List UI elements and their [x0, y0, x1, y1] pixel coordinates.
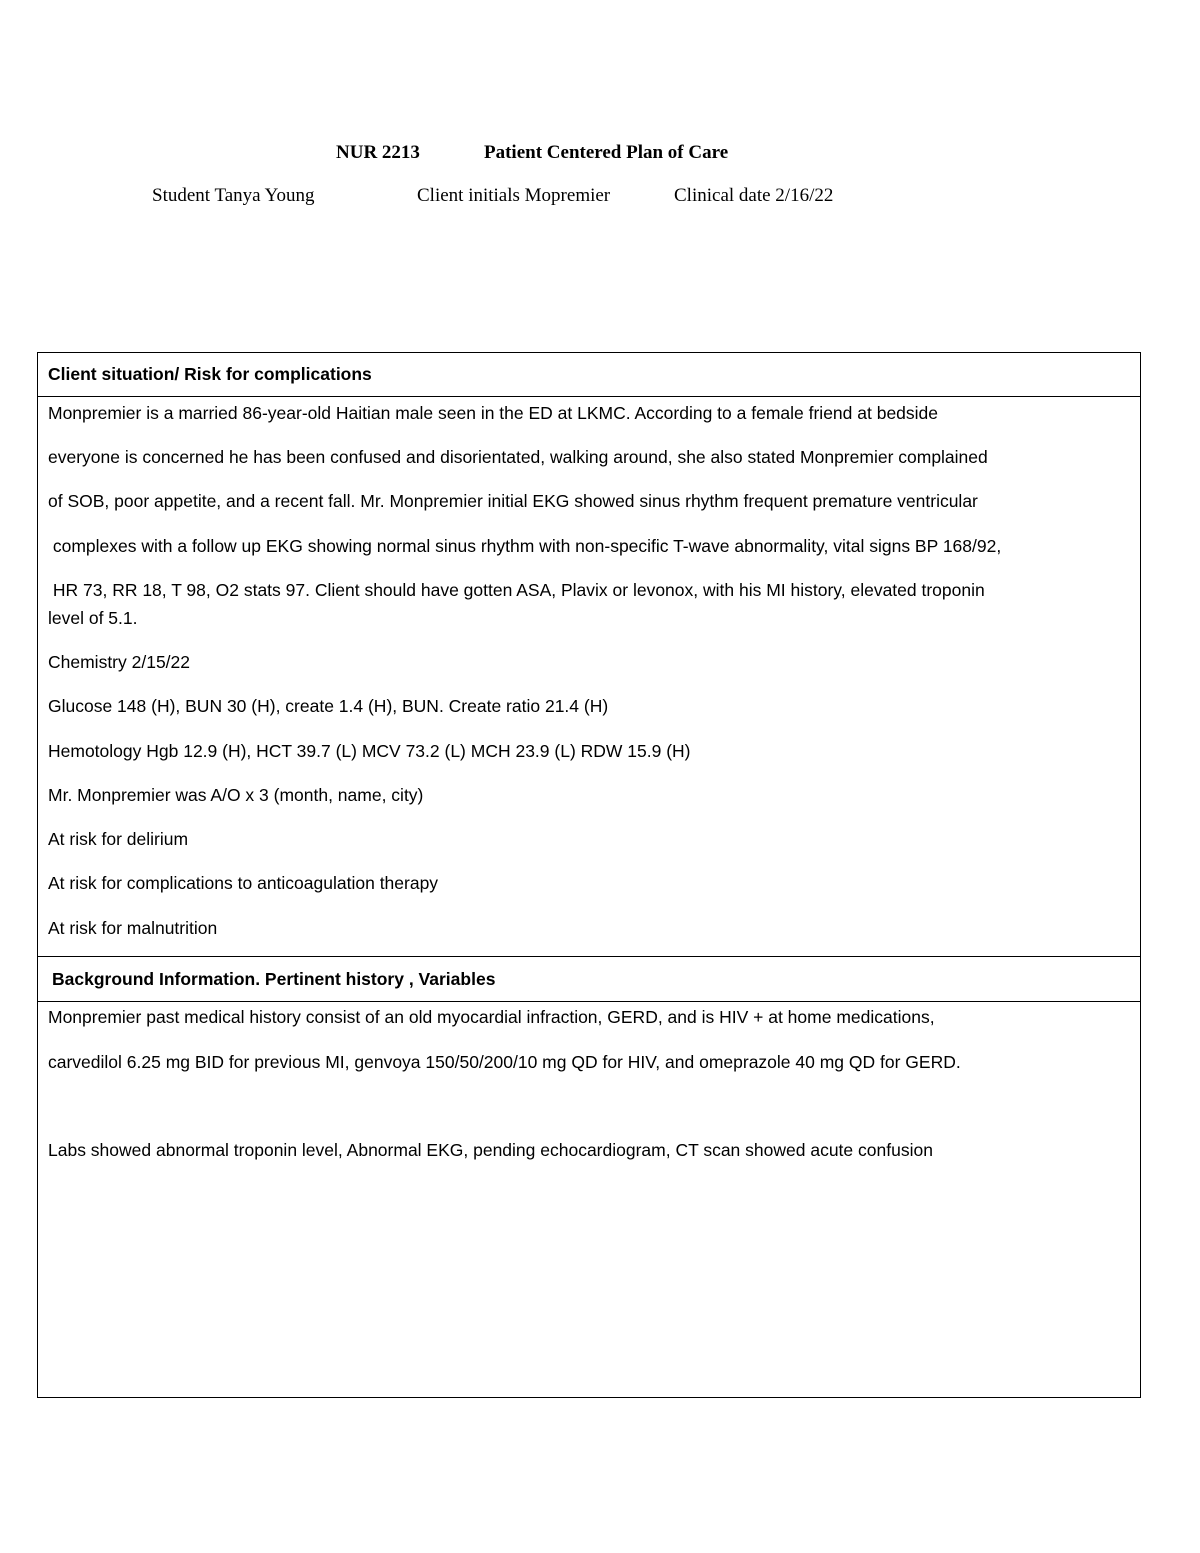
text-line: At risk for complications to anticoagulation therapy — [48, 873, 439, 893]
course-code: NUR 2213 — [336, 142, 420, 163]
text-line: of SOB, poor appetite, and a recent fall. Mr. Monpremier initial EKG showed sinus rhythm frequent premature ventricular — [48, 491, 978, 511]
text-line: Glucose 148 (H), BUN 30 (H), create 1.4 (H), BUN. Create ratio 21.4 (H) — [48, 696, 609, 716]
section-body-background — [38, 1002, 1140, 1161]
section-heading-client-situation: Client situation/ Risk for complications — [38, 353, 1140, 397]
clinical-date: Clinical date 2/16/22 — [674, 185, 834, 206]
text-line: level of 5.1. — [48, 608, 138, 628]
text-line: Hemotology Hgb 12.9 (H), HCT 39.7 (L) MCV 73.2 (L) MCH 23.9 (L) RDW 15.9 (H) — [48, 741, 691, 761]
section-body-client-situation — [38, 397, 1140, 956]
text-line: carvedilol 6.25 mg BID for previous MI, genvoya 150/50/200/10 mg QD for HIV, and omeprazole 40 mg QD for GERD. — [48, 1052, 961, 1072]
text-line: Monpremier is a married 86-year-old Haitian male seen in the ED at LKMC. According to a female friend at bedside — [48, 403, 939, 423]
text-line: Labs showed abnormal troponin level, Abnormal EKG, pending echocardiogram, CT scan showed acute confusion — [48, 1140, 933, 1160]
student-name: Student Tanya Young — [152, 185, 315, 206]
document-title: Patient Centered Plan of Care — [484, 142, 729, 163]
text-line: Chemistry 2/15/22 — [48, 652, 191, 672]
client-initials: Client initials Mopremier — [417, 185, 611, 206]
text-line: HR 73, RR 18, T 98, O2 stats 97. Client should have gotten ASA, Plavix or levonox, with his MI history, elevated troponin — [48, 580, 985, 600]
text-line: Monpremier past medical history consist of an old myocardial infraction, GERD, and is HIV + at home medications, — [48, 1007, 935, 1027]
text-line: At risk for malnutrition — [48, 918, 218, 938]
section-heading-background: Background Information. Pertinent history , Variables — [38, 956, 1140, 1002]
care-plan-table — [37, 352, 1141, 1398]
text-line: complexes with a follow up EKG showing normal sinus rhythm with non-specific T-wave abnormality, vital signs BP 168/92, — [48, 536, 1002, 556]
text-line: At risk for delirium — [48, 829, 189, 849]
text-line: everyone is concerned he has been confused and disorientated, walking around, she also stated Monpremier complained — [48, 447, 988, 467]
text-line: Mr. Monpremier was A/O x 3 (month, name, city) — [48, 785, 424, 805]
